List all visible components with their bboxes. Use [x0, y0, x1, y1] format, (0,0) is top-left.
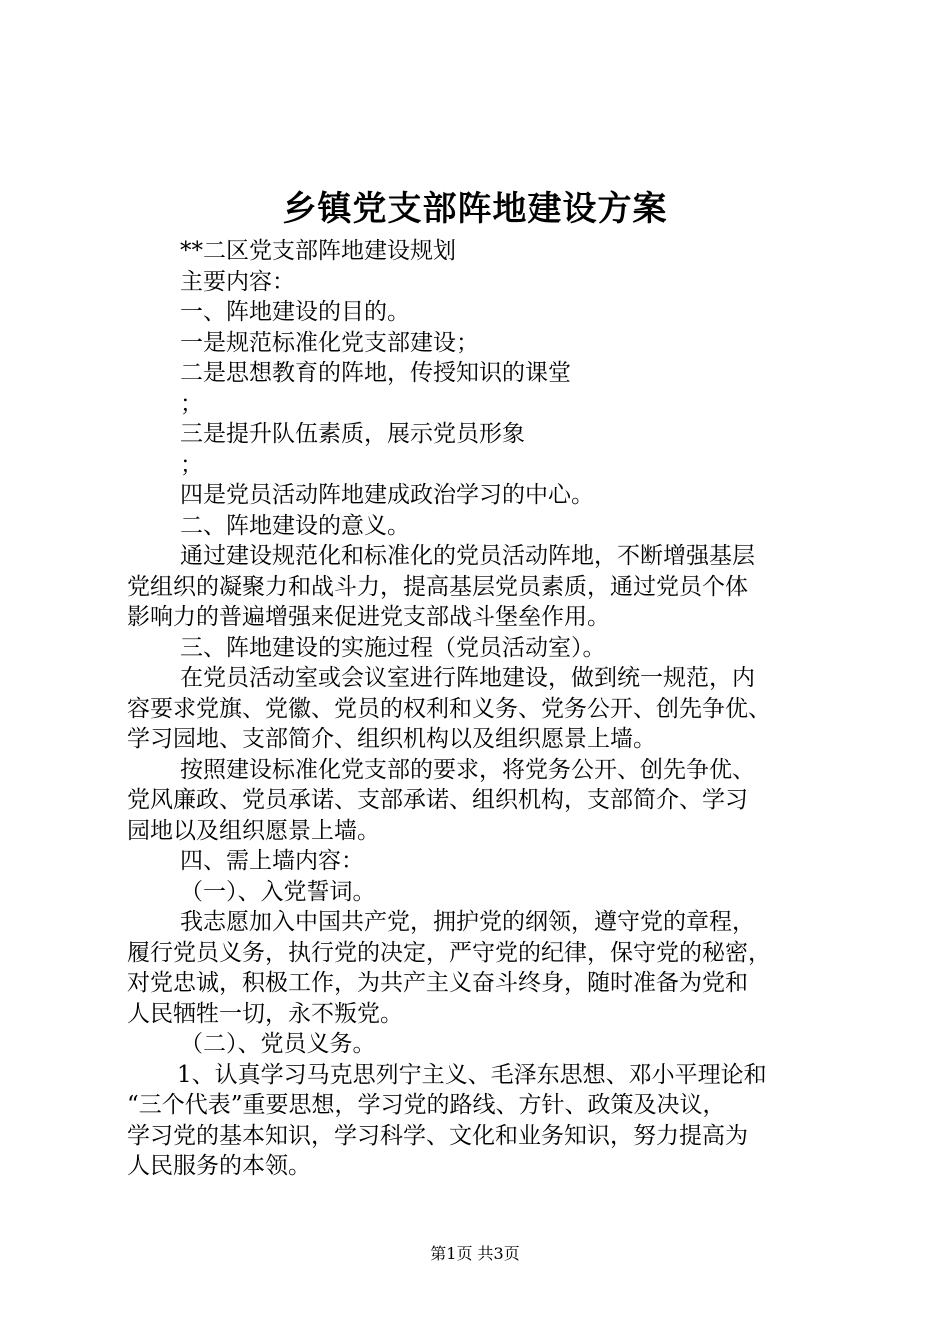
paragraph-line: 一是规范标准化党支部建设；: [180, 329, 479, 356]
paragraph-line: 四是党员活动阵地建成政治学习的中心。: [180, 482, 594, 508]
paragraph-line: 人民牺牲一切，永不叛党。: [127, 1000, 403, 1027]
paragraph-line: 三是提升队伍素质，展示党员形象: [180, 421, 525, 447]
paragraph-line: 人民服务的本领。: [127, 1153, 311, 1179]
page-title: 乡镇党支部阵地建设方案: [282, 189, 668, 229]
paragraph-line: 四、需上墙内容：: [180, 848, 364, 874]
paragraph-line: 通过建设规范化和标准化的党员活动阵地，不断增强基层: [180, 543, 755, 569]
paragraph-line: （一）、入党誓词。: [180, 878, 376, 905]
paragraph-line: 学习党的基本知识，学习科学、文化和业务知识，努力提高为: [127, 1122, 748, 1149]
paragraph-line: 学习园地、支部简介、组织机构以及组织愿景上墙。: [127, 726, 656, 752]
document-body: [127, 236, 832, 1182]
paragraph-line: “三个代表”重要思想，学习党的路线、方针、政策及决议，: [127, 1092, 726, 1118]
paragraph-line: 三、阵地建设的实施过程（党员活动室）。: [180, 634, 606, 661]
paragraph-line: 党风廉政、党员承诺、支部承诺、组织机构，支部简介、学习: [127, 787, 748, 813]
paragraph-line: **二区党支部阵地建设规划: [180, 238, 456, 264]
paragraph-line: 按照建设标准化党支部的要求，将党务公开、创先争优、: [180, 756, 755, 783]
paragraph-line: 影响力的普遍增强来促进党支部战斗堡垒作用。: [127, 604, 610, 630]
paragraph-line: ；: [180, 390, 203, 417]
paragraph-line: 一、阵地建设的目的。: [180, 299, 410, 325]
paragraph-line: 我志愿加入中国共产党，拥护党的纲领，遵守党的章程，: [180, 909, 755, 935]
paragraph-line: 主要内容：: [180, 268, 295, 295]
paragraph-line: 在党员活动室或会议室进行阵地建设，做到统一规范，内: [180, 665, 755, 691]
paragraph-line: 园地以及组织愿景上墙。: [127, 817, 380, 844]
paragraph-line: 二是思想教育的阵地，传授知识的课堂: [180, 360, 571, 386]
paragraph-line: 对党忠诚，积极工作，为共产主义奋斗终身，随时准备为党和: [127, 970, 748, 996]
paragraph-line: 容要求党旗、党徽、党员的权利和义务、党务公开、创先争优、: [127, 695, 771, 722]
paragraph-line: 二、阵地建设的意义。: [180, 512, 410, 539]
paragraph-line: 履行党员义务，执行党的决定，严守党的纪律，保守党的秘密，: [127, 939, 771, 966]
page-footer: 第1页 共3页: [430, 1244, 520, 1263]
paragraph-line: 党组织的凝聚力和战斗力，提高基层党员素质，通过党员个体: [127, 573, 748, 600]
paragraph-line: （二）、党员义务。: [180, 1031, 376, 1057]
paragraph-line: 1、认真学习马克思列宁主义、毛泽东思想、邓小平理论和: [177, 1061, 767, 1088]
paragraph-line: ；: [180, 451, 203, 478]
